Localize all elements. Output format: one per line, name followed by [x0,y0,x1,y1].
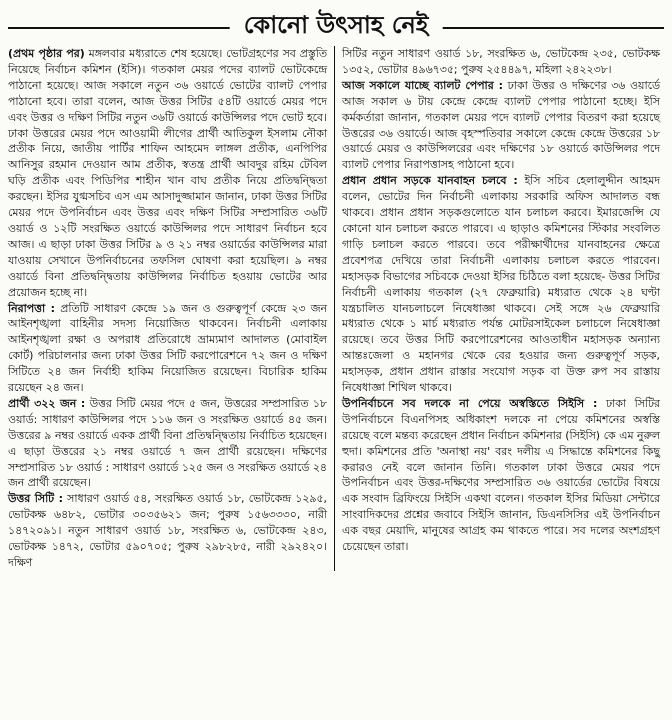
lead-traffic: প্রধান প্রধান সড়কে যানবাহন চলবে : [342,174,518,188]
text-candidates: উত্তর সিটি মেয়র পদে ৫ জন, উত্তরের সম্প্রসারিত ১৮ ওয়ার্ড: সাধারণ কাউন্সিলর পদে ১১৬ জন ও সংরক্ষিত ওয়ার্ডে ৪৫ জন। উত্তরের ৯ নম্বর ওয়ার্ডে একক প্রার্থী বিনা প্রতিদ্বন্দ্বিতায় নির্বাচিত হয়েছেন। এ ছাড়া উত্তরের ২১ নম্বর ওয়ার্ডে ৭ জন প্রার্থী রয়েছেন। দক্ষিণের সম্প্রসারিত ১৮ ওয়ার্ড : সাধারণ ওয়ার্ডে ১২৫ জন ও সংরক্ষিত ওয়ার্ডে ২৪ জন প্রার্থী রয়েছেন। [8,396,327,490]
paragraph-candidates [8,396,327,491]
headline: কোনো উৎসাহ নেই [230,8,443,42]
lead-intro: (প্রথম পৃষ্ঠার পর) [8,47,85,60]
text-ballot: ঢাকা উত্তর ও দক্ষিণের ৩৬ ওয়ার্ডে আজ সকাল ৬ টায় কেন্দ্রে কেন্দ্রে ব্যালট পেপার পাঠানো হচ্ছে। ইসি কর্মকর্তারা জানান, গতকাল মেয়র পদে ব্যালট পেপার বিতরণ করা হয়েছে উত্তরের ৩৬ ওয়ার্ডে। আজ বৃহস্পতিবার সকালে কেন্দ্রে কেন্দ্রে উত্তরের ১৮ ওয়ার্ডে মেয়র ও কাউন্সিলরের এবং দক্ষিণের ১৮ ওয়ার্ডে কাউন্সিলর পদে ব্যালট পেপার নিরাপত্তাসহ পাঠানো হবে। [342,78,660,172]
right-column [334,46,660,571]
paragraph-intro [8,46,327,301]
text-south-city: সিটির নতুন সাধারণ ওয়ার্ড ১৮, সংরক্ষিত ৬, ভোটকেন্দ্র ২৩৫, ভোটকক্ষ ১৩৫২, ভোটার ৪৯৬৭৩৫; পুরুষ ২৫৪৪৯৭, মহিলা ২৪২২৩৮। [342,47,660,76]
text-cec: ঢাকা সিটির উপনির্বাচনে বিএনপিসহ অধিকাংশ দলকে না পেয়ে কমিশনের অস্বস্তি রয়েছে বলে মন্তব্য করেছেন প্রধান নির্বাচন কমিশনার (সিইসি) কে এম নুরুল হুদা। কমিশনের প্রতি 'অনাস্থা নয়' বরং দলীয় এ সিদ্ধান্তে কমিশনের কিছু করারও নেই বলে জানান তিনি। গতকাল ঢাকা উত্তরে মেয়র পদে উপনির্বাচন এবং উত্তর-দক্ষিণের সম্প্রসারিত ৩৬ ওয়ার্ডের ভোটের বিষয়ে এক সংবাদ ব্রিফিংয়ে সিইসি একথা বলেন। গতকাল ইসির মিডিয়া সেন্টারে সাংবাদিকদের প্রশ্নের জবাবে সিইসি জানান, ডিএনসিসির এই উপনির্বাচন এক বছর মেয়াদি, মানুষের আগ্রহ কম থাকতে পারে। সব দলের অংশগ্রহণ চেয়েছেন তারা। [342,396,660,554]
lead-north-city: উত্তর সিটি : [8,492,63,506]
paragraph-traffic [342,173,660,396]
lead-candidates: প্রার্থী ৩২২ জন : [8,396,86,410]
paragraph-north-city [8,491,327,571]
lead-cec: উপনির্বাচনে সব দলকে না পেয়ে অস্বস্তিতে সিইসি : [342,396,598,410]
paragraph-ballot [342,78,660,173]
left-column [8,46,334,571]
text-security: প্রতিটি সাধারণ কেন্দ্রে ১৯ জন ও গুরুত্বপূর্ণ কেন্দ্রে ২৩ জন আইনশৃঙ্খলা বাহিনীর সদস্য নিয়োজিত থাকবেন। নির্বাচনী এলাকায় আইনশৃঙ্খলা রক্ষা ও অপরাধ প্রতিরোধে ভ্রাম্যমাণ আদালত (মোবাইল কোর্ট) পরিচালনার জন্য ঢাকা উত্তর সিটি করপোরেশনে ৭২ জন ও দক্ষিণ সিটিতে ২৪ জন নির্বাহী হাকিম নিয়োজিত রয়েছেন। বিচারিক হাকিম রয়েছেন ২৪ জন। [8,301,327,395]
paragraph-south-city [342,46,660,78]
text-intro: মঙ্গলবার মধ্যরাতে শেষ হয়েছে। ভোটগ্রহণের সব প্রস্তুতি নিয়েছে নির্বাচন কমিশন (ইসি)। গতকাল মেয়র পদের ব্যালট ভোটকেন্দ্রে পাঠানো হয়েছে। আজ সকালে নতুন ৩৬ ওয়ার্ডে ভোটের ব্যালট পেপার পাঠানো হবে। তারা বলেন, আজ উত্তর সিটির ৫৪টি ওয়ার্ডে মেয়র পদে এবং উত্তর ও দক্ষিণ সিটির নতুন ৩৬টি ওয়ার্ডে কাউন্সিলর পদে ভোট হবে। ঢাকা উত্তরের মেয়র পদে আওয়ামী লীগের প্রার্থী আতিকুল ইসলাম নৌকা প্রতীক নিয়ে, জাতীয় পার্টির শাফিন আহমেদ লাঙ্গল প্রতীক, এনপিপির আনিসুর রহমান দেওয়ান আম প্রতীক, স্বতন্ত্র প্রার্থী আবদুর রহিম টেবিল ঘড়ি প্রতীক এবং পিডিপির শাহীন খান বাঘ প্রতীক নিয়ে প্রতিদ্বন্দ্বিতা করছেন। ইসির যুগ্মসচিব এস এম আসাদুজ্জামান জানান, ঢাকা উত্তর সিটির মেয়র পদে উপনির্বাচন এবং উত্তর এবং দক্ষিণ সিটির সম্প্রসারিত ৩৬টি ওয়ার্ড ও ১২টি সংরক্ষিত ওয়ার্ডে কাউন্সিলর পদে সাধারণ নির্বাচন হবে আজ। এ ছাড়া ঢাকা উত্তর সিটির ৯ ও ২১ নম্বর ওয়ার্ডের কাউন্সিলর মারা যাওয়ায় সেখানে উপনির্বাচনের তফসিল ঘোষণা করা হয়েছিল। ৯ নম্বর ওয়ার্ডে বিনা প্রতিদ্বন্দ্বিতায় কাউন্সিলর নির্বাচিত হওয়ায় ভোটের আর প্রয়োজন হচ্ছে না। [8,47,327,299]
article-columns [8,46,664,571]
lead-security: নিরাপত্তা : [8,301,56,315]
lead-ballot: আজ সকালে যাচ্ছে ব্যালট পেপার : [342,78,504,92]
headline-bar [8,6,664,44]
text-north-city: সাধারণ ওয়ার্ড ৫৪, সংরক্ষিত ওয়ার্ড ১৮, ভোটকেন্দ্র ১২৯৫, ভোটকক্ষ ৬৪৮২, ভোটার ৩০৩৫৬২১ জন; পুরুষ ১৫৬৩৩৩০, নারী ১৪৭২০৯১। নতুন সাধারণ ওয়ার্ড ১৮, সংরক্ষিত ৬, ভোটকেন্দ্র ২৪৩, ভোটকক্ষ ১৪৭২, ভোটার ৫৯০৭০৫; পুরুষ ২৯৮২৮৫, নারী ২৯২৪২০। দক্ষিণ [8,492,327,569]
text-traffic: ইসি সচিব হেলালুদ্দীন আহমদ বলেন, ভোটের দিন নির্বাচনী এলাকায় সরকারি অফিস আদালত বন্ধ থাকবে। প্রধান প্রধান সড়কগুলোতে যান চলাচল করবে। ইমারজেন্সি যে কোনো যান চলাচল করতে পারবে। এ ছাড়াও কমিশনের স্টিকার সংবলিত গাড়ি চলাচল করতে পারবে। তবে পরীক্ষার্থীদের যানবাহনের ক্ষেত্রে প্রবেশপত্র দেখিয়ে তারা নির্বাচনী এলাকায় চলাচল করতে পারবেন। মহাসড়ক বিভাগের সচিবকে দেওয়া ইসির চিঠিতে বলা হয়েছে- উত্তর সিটির নির্বাচনী এলাকায় গতকাল (২৭ ফেব্রুয়ারি) মধ্যরাত থেকে ২৪ ঘণ্টা যন্ত্রচালিত যানচলাচলে নিষেধাজ্ঞা থাকবে। সেই সঙ্গে ২৬ ফেব্রুয়ারি মধ্যরাত থেকে ১ মার্চ মধ্যরাত পর্যন্ত মোটরসাইকেল চলাচলে নিষেধাজ্ঞা রয়েছে। তবে উত্তর সিটি করপোরেশনের আওতাধীন মহাসড়ক অন্যান্য আন্তঃজেলা ও মহানগর থেকে বের হওয়ার জন্য গুরুত্বপূর্ণ সড়ক, মহাসড়ক, প্রধান প্রধান রাস্তার সংযোগ সড়ক বা উক্ত রুপ সব রাস্তায় নিষেধাজ্ঞা শিথিল থাকবে। [342,174,660,395]
paragraph-cec [342,396,660,555]
paragraph-security [8,301,327,396]
